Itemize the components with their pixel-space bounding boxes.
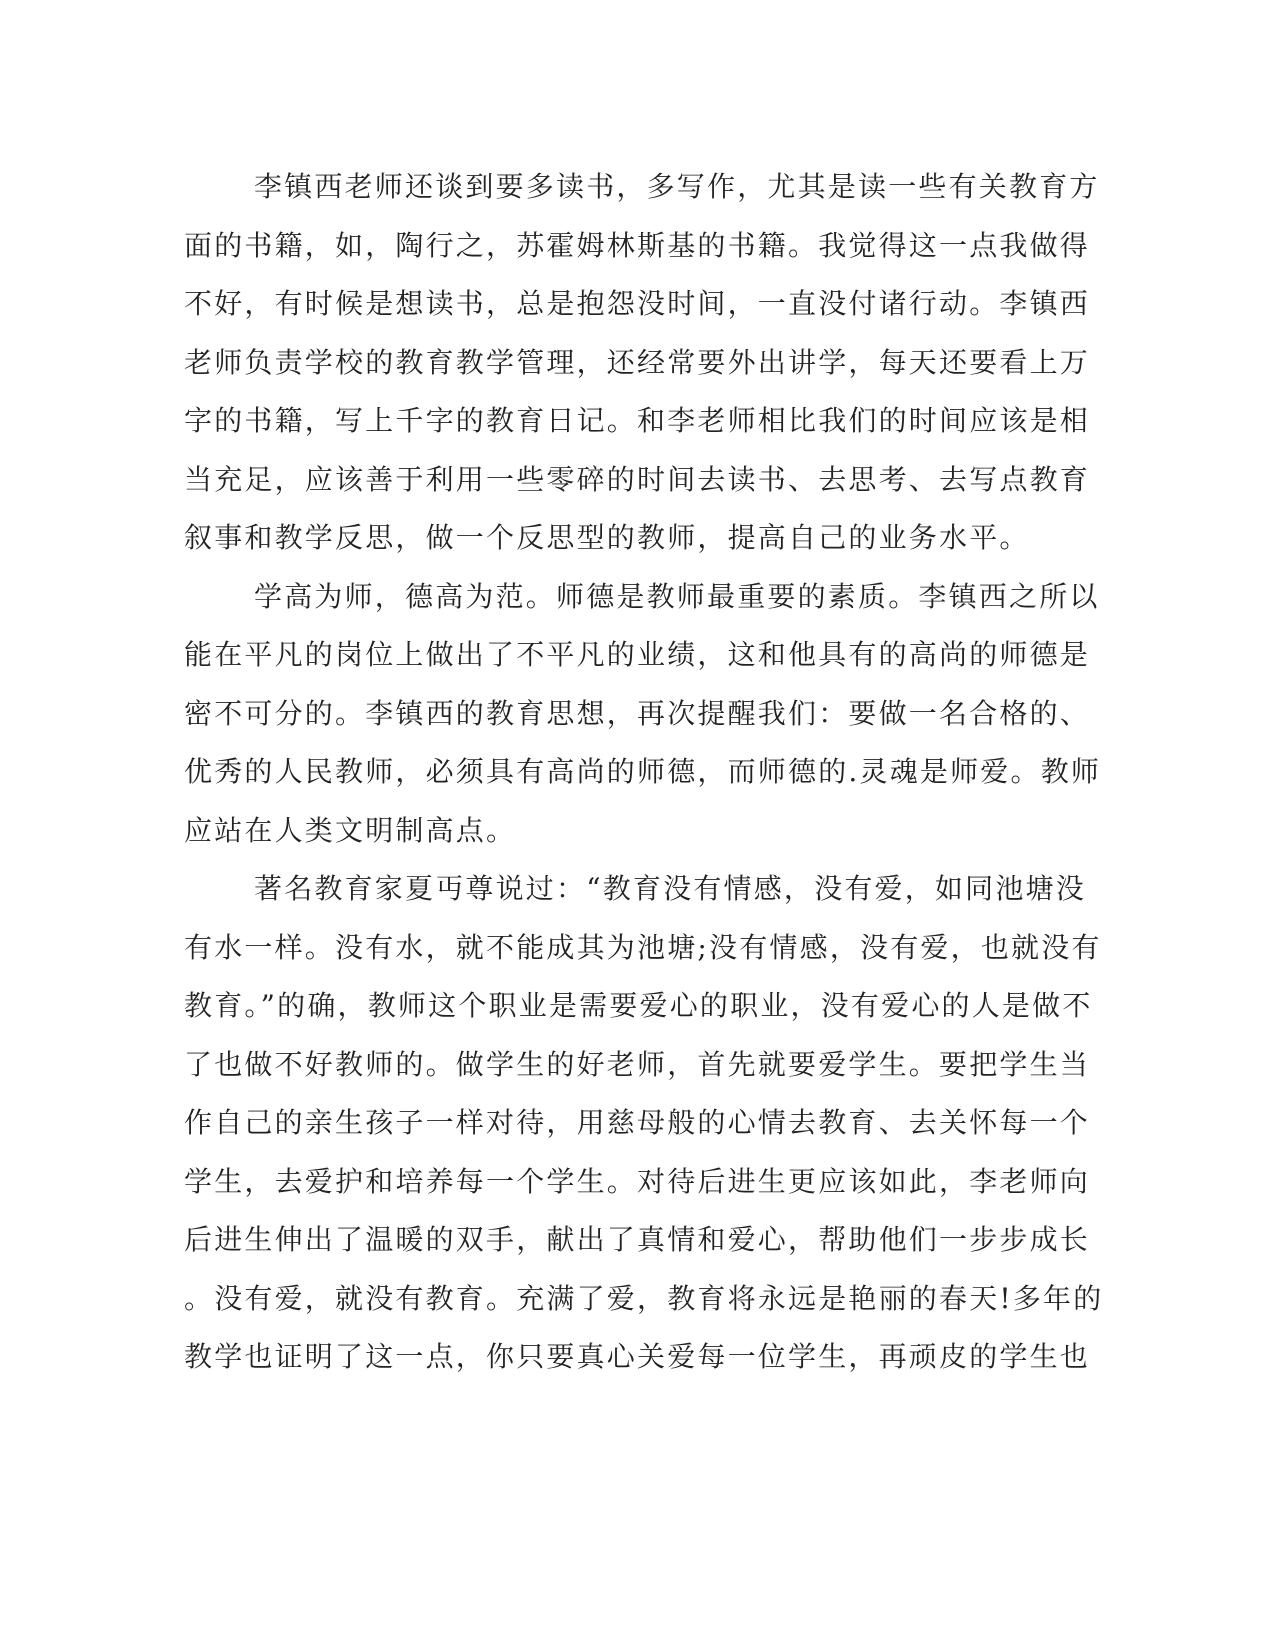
paragraph-2-line-5: 应站在人类文明制高点。 <box>184 813 517 847</box>
paragraph-3-line-7: 后进生伸出了温暖的双手，献出了真情和爱心，帮助他们一步步成长 <box>184 1223 1091 1256</box>
paragraph-3-line-9: 教学也证明了这一点，你只要真心关爱每一位学生，再顽皮的学生也 <box>184 1340 1091 1373</box>
paragraph-3-line-8: 。没有爱，就没有教育。充满了爱，教育将永远是艳丽的春天!多年的 <box>184 1281 1104 1315</box>
paragraph-2-line-1: 学高为师，德高为范。师德是教师最重要的素质。李镇西之所以 <box>254 579 1100 613</box>
paragraph-1-line-2: 面的书籍，如，陶行之，苏霍姆林斯基的书籍。我觉得这一点我做得 <box>184 228 1091 262</box>
paragraph-1-line-1: 李镇西老师还谈到要多读书，多写作，尤其是读一些有关教育方 <box>254 170 1100 203</box>
paragraph-3-line-6: 学生，去爱护和培养每一个学生。对待后进生更应该如此，李老师向 <box>184 1164 1091 1198</box>
paragraph-1-line-7: 叙事和教学反思，做一个反思型的教师，提高自己的业务水平。 <box>184 521 1030 554</box>
paragraph-1-line-5: 字的书籍，写上千字的教育日记。和李老师相比我们的时间应该是相 <box>184 404 1091 437</box>
body-text <box>184 158 1104 1387</box>
paragraph-3-line-3: 教育。”的确，教师这个职业是需要爱心的职业，没有爱心的人是做不 <box>184 989 1093 1022</box>
paragraph-2-line-4: 优秀的人民教师，必须具有高尚的师德，而师德的.灵魂是师爱。教师 <box>184 755 1102 788</box>
paragraph-1-line-4: 老师负责学校的教育教学管理，还经常要外出讲学，每天还要看上万 <box>184 345 1091 379</box>
paragraph-3-line-4: 了也做不好教师的。做学生的好老师，首先就要爱学生。要把学生当 <box>184 1047 1091 1081</box>
paragraph-3-line-5: 作自己的亲生孩子一样对待，用慈母般的心情去教育、去关怀每一个 <box>184 1106 1091 1139</box>
paragraph-3-line-2: 有水一样。没有水，就不能成其为池塘;没有情感，没有爱，也就没有 <box>184 930 1102 964</box>
paragraph-2-line-2: 能在平凡的岗位上做出了不平凡的业绩，这和他具有的高尚的师德是 <box>184 638 1091 671</box>
paragraph-2-line-3: 密不可分的。李镇西的教育思想，再次提醒我们：要做一名合格的、 <box>184 696 1091 730</box>
paragraph-1-line-3: 不好，有时候是想读书，总是抱怨没时间，一直没付诸行动。李镇西 <box>184 287 1091 320</box>
paragraph-1-line-6: 当充足，应该善于利用一些零碎的时间去读书、去思考、去写点教育 <box>184 462 1091 496</box>
paragraph-3-line-1: 著名教育家夏丏尊说过：“教育没有情感，没有爱，如同池塘没 <box>254 872 1086 905</box>
